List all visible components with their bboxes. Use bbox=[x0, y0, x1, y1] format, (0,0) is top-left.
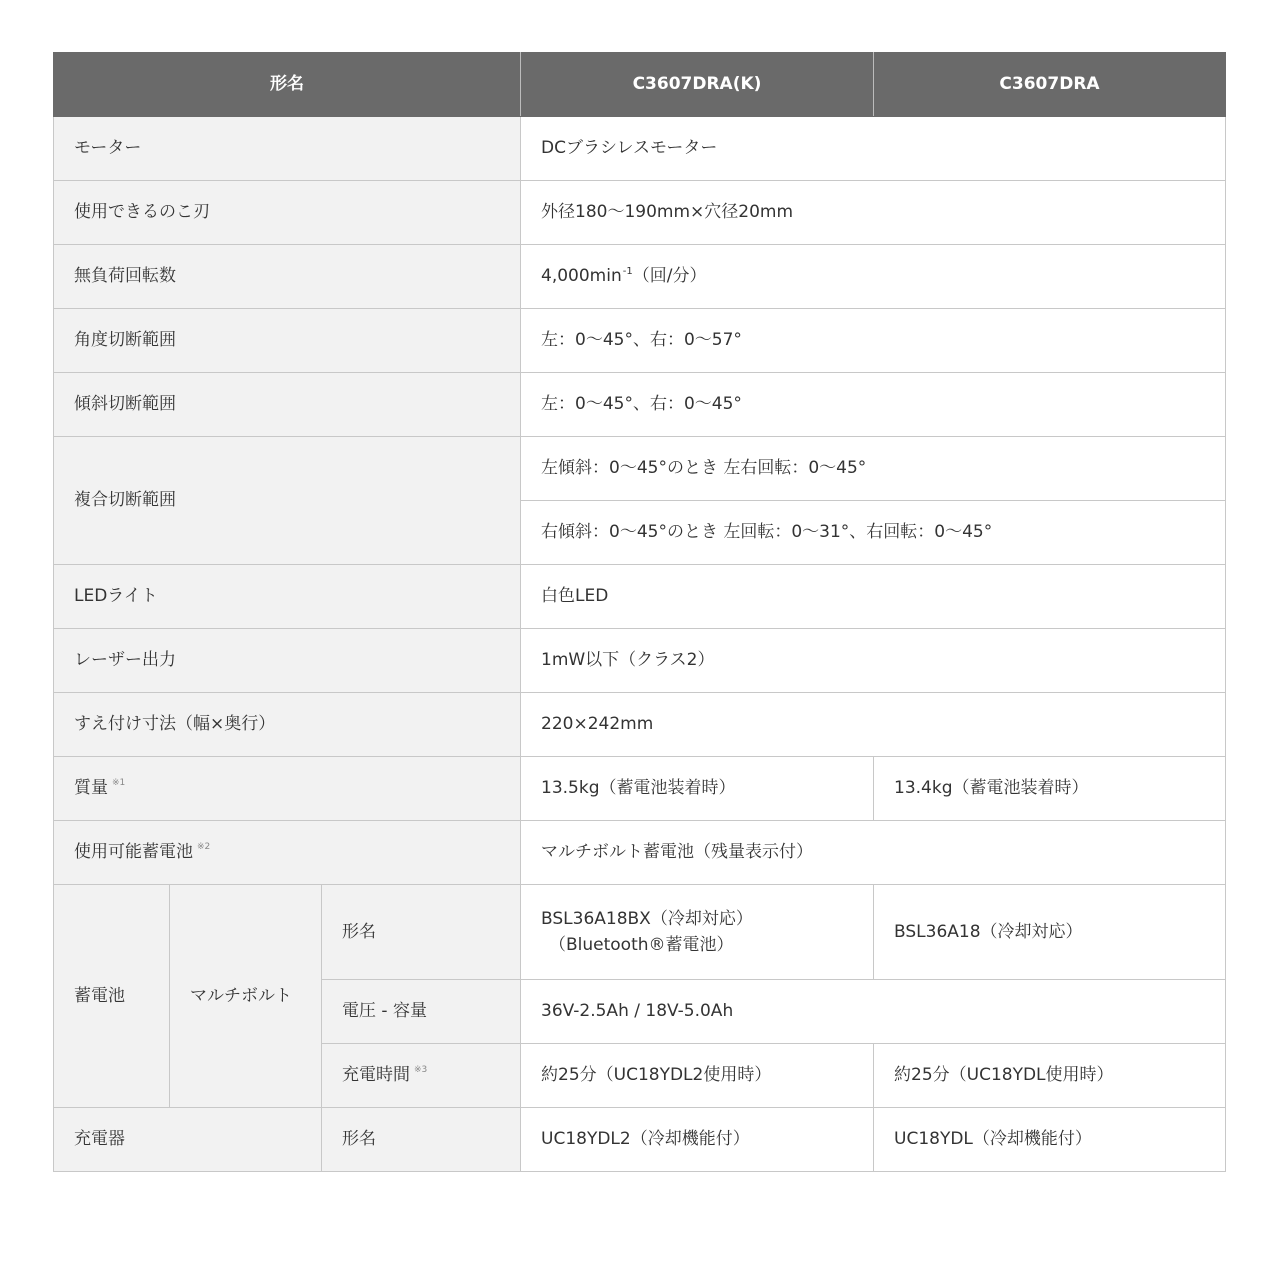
usable-battery-label bbox=[54, 821, 521, 885]
table-row bbox=[54, 309, 1226, 373]
mount-label: すえ付け寸法（幅×奥行） bbox=[54, 693, 521, 757]
bevel-value: 左：0～45°、右：0～45° bbox=[521, 373, 1226, 437]
blade-label: 使用できるのこ刃 bbox=[54, 181, 521, 245]
battery-voltage-label: 電圧 - 容量 bbox=[322, 980, 521, 1044]
charge-time-label-text: 充電時間 bbox=[342, 1065, 410, 1086]
battery-label: 蓄電池 bbox=[54, 885, 170, 1108]
spec-table bbox=[53, 52, 1226, 1172]
rpm-label: 無負荷回転数 bbox=[54, 245, 521, 309]
battery-model-value-a bbox=[521, 885, 874, 980]
table-row bbox=[54, 117, 1226, 181]
charge-time-label bbox=[322, 1044, 521, 1108]
battery-sub-label: マルチボルト bbox=[170, 885, 322, 1108]
table-row bbox=[54, 757, 1226, 821]
usable-battery-label-text: 使用可能蓄電池 bbox=[74, 842, 193, 863]
compound-value-2: 右傾斜：0～45°のとき 左回転：0～31°、右回転：0～45° bbox=[521, 501, 1226, 565]
mass-value-b: 13.4kg（蓄電池装着時） bbox=[874, 757, 1226, 821]
charger-model-label: 形名 bbox=[322, 1108, 521, 1172]
bevel-label: 傾斜切断範囲 bbox=[54, 373, 521, 437]
rpm-exponent: -1 bbox=[622, 266, 633, 278]
laser-label: レーザー出力 bbox=[54, 629, 521, 693]
header-row bbox=[54, 53, 1226, 117]
table-row bbox=[54, 565, 1226, 629]
header-model-label: 形名 bbox=[54, 53, 521, 117]
table-row bbox=[54, 437, 1226, 501]
charge-time-value-a: 約25分（UC18YDL2使用時） bbox=[521, 1044, 874, 1108]
led-value: 白色LED bbox=[521, 565, 1226, 629]
rpm-value bbox=[521, 245, 1226, 309]
header-model-b: C3607DRA bbox=[874, 53, 1226, 117]
battery-model-label: 形名 bbox=[322, 885, 521, 980]
usable-battery-note: ※2 bbox=[197, 842, 211, 853]
table-row bbox=[54, 181, 1226, 245]
motor-label: モーター bbox=[54, 117, 521, 181]
rpm-value-main: 4,000min bbox=[541, 266, 622, 287]
table-row bbox=[54, 245, 1226, 309]
led-label: LEDライト bbox=[54, 565, 521, 629]
mass-value-a: 13.5kg（蓄電池装着時） bbox=[521, 757, 874, 821]
table-row bbox=[54, 885, 1226, 980]
charge-time-value-b: 約25分（UC18YDL使用時） bbox=[874, 1044, 1226, 1108]
battery-model-value-a-line1: BSL36A18BX（冷却対応） bbox=[541, 908, 753, 929]
charger-label: 充電器 bbox=[54, 1108, 322, 1172]
mass-note: ※1 bbox=[112, 778, 126, 789]
battery-voltage-value: 36V-2.5Ah / 18V-5.0Ah bbox=[521, 980, 1226, 1044]
miter-value: 左：0～45°、右：0～57° bbox=[521, 309, 1226, 373]
charge-time-note: ※3 bbox=[414, 1065, 428, 1076]
mass-label bbox=[54, 757, 521, 821]
table-row bbox=[54, 821, 1226, 885]
battery-model-value-b: BSL36A18（冷却対応） bbox=[874, 885, 1226, 980]
laser-value: 1mW以下（クラス2） bbox=[521, 629, 1226, 693]
motor-value: DCブラシレスモーター bbox=[521, 117, 1226, 181]
table-row bbox=[54, 373, 1226, 437]
battery-model-value-a-line2: （Bluetooth®蓄電池） bbox=[549, 935, 734, 955]
compound-label: 複合切断範囲 bbox=[54, 437, 521, 565]
miter-label: 角度切断範囲 bbox=[54, 309, 521, 373]
usable-battery-value: マルチボルト蓄電池（残量表示付） bbox=[521, 821, 1226, 885]
mass-label-text: 質量 bbox=[74, 778, 108, 799]
charger-value-b: UC18YDL（冷却機能付） bbox=[874, 1108, 1226, 1172]
table-row bbox=[54, 693, 1226, 757]
header-model-a: C3607DRA(K) bbox=[521, 53, 874, 117]
charger-value-a: UC18YDL2（冷却機能付） bbox=[521, 1108, 874, 1172]
table-row bbox=[54, 629, 1226, 693]
table-row bbox=[54, 1108, 1226, 1172]
blade-value: 外径180～190mm×穴径20mm bbox=[521, 181, 1226, 245]
rpm-unit: （回/分） bbox=[632, 266, 707, 287]
mount-value: 220×242mm bbox=[521, 693, 1226, 757]
compound-value-1: 左傾斜：0～45°のとき 左右回転：0～45° bbox=[521, 437, 1226, 501]
